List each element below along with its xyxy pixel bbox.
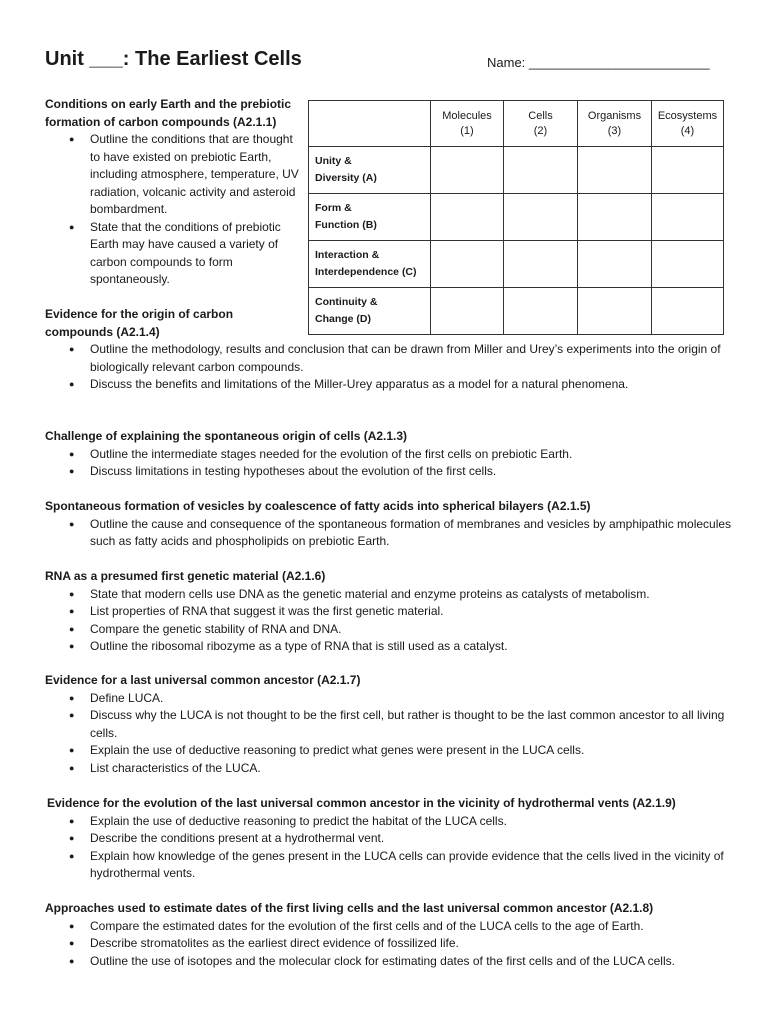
objective-item: ● State that the conditions of prebiotic Earth may have caused a variety of carbon compounds to form spontaneously. (45, 219, 300, 289)
objective-item: ● Outline the use of isotopes and the molecular clock for estimating dates of the first cells and of the LUCA cells. (45, 953, 735, 971)
section-title: Evidence for the origin of carbon compounds (A2.1.4) (45, 307, 234, 339)
objective-list (45, 131, 300, 289)
grid-row (309, 147, 724, 194)
section-title: Challenge of explaining the spontaneous origin of cells (A2.1.3) (45, 429, 408, 443)
section-title: RNA as a presumed first genetic material (A2.1.6) (45, 569, 326, 583)
concept-grid-table (308, 100, 724, 335)
grid-cell[interactable] (578, 194, 652, 241)
grid-row-header (309, 147, 431, 194)
objective-item: ● Compare the estimated dates for the evolution of the first cells and of the LUCA cells to the age of Earth. (45, 918, 735, 936)
objective-item: ● Describe stromatolites as the earliest direct evidence of fossilized life. (45, 935, 735, 953)
objective-item: ● Discuss the benefits and limitations of the Miller-Urey apparatus as a model for a natural phenomena. (45, 376, 735, 394)
grid-cell[interactable] (578, 241, 652, 288)
grid-cell[interactable] (431, 194, 504, 241)
grid-cell[interactable] (504, 194, 578, 241)
grid-cell[interactable] (578, 147, 652, 194)
grid-col-label: Cells (2) (528, 109, 553, 137)
objective-list (45, 516, 735, 551)
grid-cell[interactable] (431, 241, 504, 288)
objective-item: ● List properties of RNA that suggest it was the first genetic material. (45, 603, 735, 621)
objective-item: ● Outline the intermediate stages needed for the evolution of the first cells on prebiotic Earth. (45, 446, 735, 464)
objective-item: ● Outline the conditions that are thought to have existed on prebiotic Earth, including atmosphere, temperature, UV radiation, volcanic activity and asteroid bombardment. (45, 131, 300, 219)
name-field-label: Name: _________________________ (487, 55, 710, 70)
section-a2-1-5 (45, 498, 735, 551)
grid-cell[interactable] (652, 194, 724, 241)
objective-list (45, 813, 737, 883)
section-a2-1-7 (45, 672, 735, 777)
section-a2-1-6 (45, 568, 735, 656)
grid-row-label: Form & Function (B) (315, 202, 377, 231)
objective-item: ● Define LUCA. (45, 690, 735, 708)
section-title: Spontaneous formation of vesicles by coalescence of fatty acids into spherical bilayers (A2.1.5) (45, 499, 591, 513)
grid-row-header (309, 194, 431, 241)
grid-col-label: Organisms (3) (587, 109, 642, 137)
objective-item: ● Explain the use of deductive reasoning to predict the habitat of the LUCA cells. (45, 813, 737, 831)
objective-list (45, 918, 735, 971)
grid-col-label: Ecosystems (4) (657, 109, 718, 137)
objective-item: ● List characteristics of the LUCA. (45, 760, 735, 778)
objective-item: ● Outline the cause and consequence of the spontaneous formation of membranes and vesicles by amphipathic molecules such as fatty acids and phospholipids on prebiotic Earth. (45, 516, 735, 551)
grid-cell[interactable] (652, 241, 724, 288)
section-a2-1-3 (45, 428, 735, 481)
objective-list (45, 341, 735, 394)
grid-cell[interactable] (504, 147, 578, 194)
grid-cell[interactable] (431, 147, 504, 194)
grid-col-header (431, 101, 504, 147)
objective-text: Outline the methodology, results and conclusion that can be drawn from Miller and Urey’s experiments into the origin of biologically relevant carbon compounds. (90, 342, 721, 374)
grid-col-header (652, 101, 724, 147)
objective-item: ● Discuss limitations in testing hypotheses about the evolution of the first cells. (45, 463, 735, 481)
objective-list (45, 586, 735, 656)
grid-cell[interactable] (504, 241, 578, 288)
objective-item: ● Explain how knowledge of the genes present in the LUCA cells can provide evidence that the cells lived in the vicinity of hydrothermal vents. (45, 848, 737, 883)
section-title: Evidence for the evolution of the last universal common ancestor in the vicinity of hydrothermal vents (A2.1.9) (47, 796, 676, 810)
grid-row-label: Continuity & Change (D) (315, 296, 378, 325)
grid-row (309, 194, 724, 241)
objective-item (45, 341, 735, 376)
objective-item: ● State that modern cells use DNA as the genetic material and enzyme proteins as catalysts of metabolism. (45, 586, 735, 604)
grid-cell[interactable] (652, 147, 724, 194)
grid-header-row (309, 101, 724, 147)
grid-col-label: Molecules (1) (442, 109, 492, 137)
section-a2-1-4 (45, 306, 735, 394)
grid-row-label: Unity & Diversity (A) (315, 155, 377, 184)
grid-row (309, 241, 724, 288)
grid-row-label: Interaction & Interdependence (C) (315, 249, 417, 278)
objective-list (45, 446, 735, 481)
grid-col-header (578, 101, 652, 147)
grid-col-header (504, 101, 578, 147)
objective-item: ● Discuss why the LUCA is not thought to be the first cell, but rather is thought to be the last common ancestor to all living cells. (45, 707, 735, 742)
page-title: Unit ___: The Earliest Cells (45, 48, 302, 70)
section-a2-1-8 (45, 900, 735, 970)
section-title: Evidence for a last universal common ancestor (A2.1.7) (45, 673, 361, 687)
objective-item: ● Compare the genetic stability of RNA and DNA. (45, 621, 735, 639)
section-title: Conditions on early Earth and the prebiotic formation of carbon compounds (A2.1.1) (45, 97, 292, 129)
section-title: Approaches used to estimate dates of the first living cells and the last universal common ancestor (A2.1.8) (45, 901, 654, 915)
grid-corner-cell (309, 101, 431, 147)
section-a2-1-1 (45, 96, 300, 289)
objective-item: ● Describe the conditions present at a hydrothermal vent. (45, 830, 737, 848)
objective-list (45, 690, 735, 778)
objective-item: ● Explain the use of deductive reasoning to predict what genes were present in the LUCA cells. (45, 742, 735, 760)
grid-row-header (309, 241, 431, 288)
objective-item: ● Outline the ribosomal ribozyme as a type of RNA that is still used as a catalyst. (45, 638, 735, 656)
section-a2-1-9 (47, 795, 737, 883)
